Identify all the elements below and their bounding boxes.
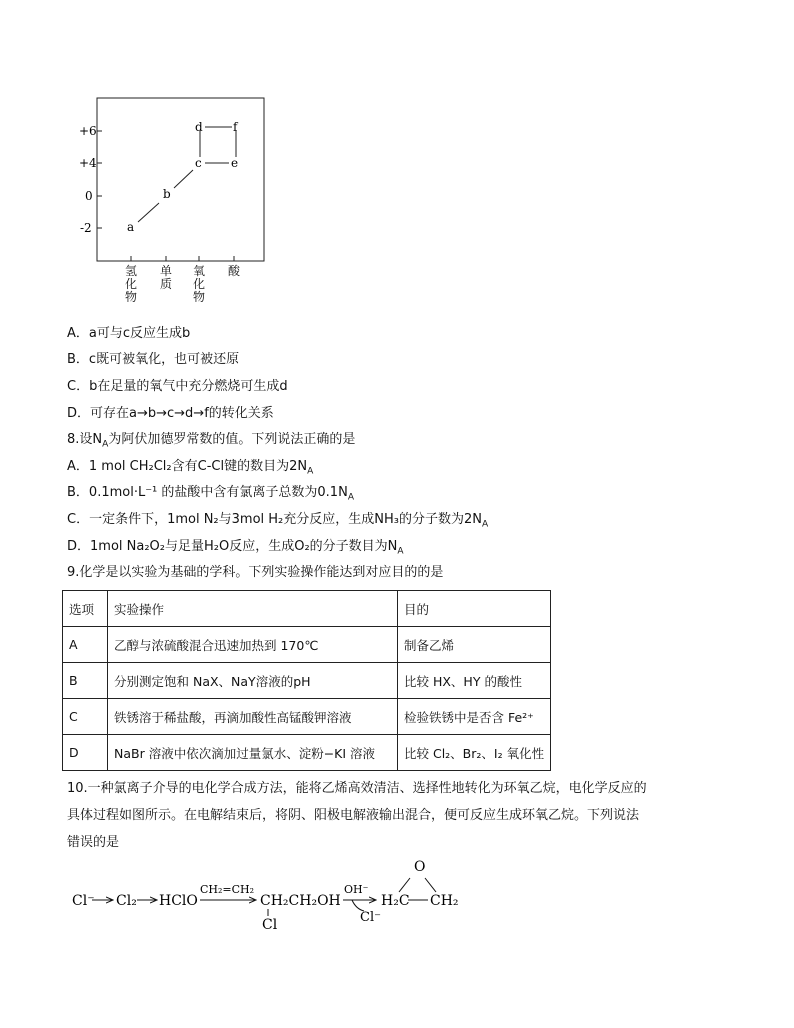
x-category-label: 单质 (159, 264, 172, 291)
y-tick-label: +4 (79, 156, 97, 170)
point-label: e (231, 156, 239, 170)
table-cell: B (63, 663, 108, 699)
table-cell: 分别测定饱和 NaX、NaY溶液的pH (108, 663, 398, 699)
table-cell: 比较 Cl₂、Br₂、I₂ 氧化性 (398, 735, 551, 771)
q9-table (62, 590, 551, 771)
x-category-label: 酸 (227, 264, 240, 278)
table-header-cell: 选项 (63, 591, 108, 627)
table-row (63, 627, 551, 663)
y-tick-label: -2 (80, 221, 92, 235)
q7-option-c: C．b在足量的氧气中充分燃烧可生成d (67, 379, 288, 394)
y-tick-label: +6 (79, 124, 97, 138)
hydroxide-label: OH⁻ (344, 883, 369, 896)
ethylene-label: CH₂=CH₂ (200, 883, 255, 896)
table-row (63, 591, 551, 627)
y-tick-label: 0 (85, 189, 93, 203)
epoxide-left-carbon: H₂C (381, 893, 410, 909)
q7-option-a: A．a可与c反应生成b (67, 326, 191, 341)
x-category-label: 氧化物 (192, 264, 205, 304)
table-cell: 乙醇与浓硫酸混合迅速加热到 170℃ (108, 627, 398, 663)
table-row (63, 699, 551, 735)
table-cell: D (63, 735, 108, 771)
point-label: d (195, 120, 203, 134)
table-cell: NaBr 溶液中依次滴加过量氯水、淀粉−KI 溶液 (108, 735, 398, 771)
reaction-scheme (0, 855, 794, 935)
hypochlorous-acid: HClO (159, 893, 198, 909)
q7-option-d: D．可存在a→b→c→d→f的转化关系 (67, 406, 274, 421)
chloro-substituent: Cl (262, 917, 278, 933)
chloride-ion: Cl⁻ (72, 893, 95, 909)
table-header-cell: 目的 (398, 591, 551, 627)
q8-option-b: B．0.1mol·L⁻¹ 的盐酸中含有氯离子总数为$0.1N_A$ (67, 485, 354, 503)
x-category-label: 氢化物 (124, 264, 137, 304)
point-label: f (233, 120, 238, 134)
chlorine: Cl₂ (116, 893, 137, 909)
q8-option-d: D．1mol Na₂O₂与足量H₂O反应，生成O₂的分子数目为$N_A$ (67, 539, 404, 557)
q10-stem-line-1: 10.一种氯离子介导的电化学合成方法，能将乙烯高效清洁、选择性地转化为环氧乙烷，电化学反应的 (67, 781, 647, 796)
epoxide-right-carbon: CH₂ (430, 893, 459, 909)
table-cell: 铁锈溶于稀盐酸，再滴加酸性高锰酸钾溶液 (108, 699, 398, 735)
point-label: a (127, 220, 135, 234)
point-label: b (163, 187, 171, 201)
point-label: c (195, 156, 202, 170)
table-row (63, 735, 551, 771)
q8-option-c: C．一定条件下，1mol N₂与3mol H₂充分反应，生成NH₃的分子数为$2N_A$ (67, 512, 489, 530)
q7-option-b: B．c既可被氧化，也可被还原 (67, 352, 240, 367)
table-cell: 检验铁锈中是否含 Fe²⁺ (398, 699, 551, 735)
epoxide-oxygen: O (414, 859, 426, 875)
q8-stem: 8.设$N_A$为阿伏加德罗常数的值。下列说法正确的是 (67, 432, 356, 450)
q10-stem-line-2: 具体过程如图所示。在电解结束后，将阴、阳极电解液输出混合，便可反应生成环氧乙烷。下列说法 (67, 808, 640, 823)
chloroethanol: CH₂CH₂OH (260, 893, 341, 909)
q8-option-a: A．1 mol CH₂Cl₂含有C-Cl键的数目为$2N_A$ (67, 459, 314, 477)
q9-stem: 9.化学是以实验为基础的学科。下列实验操作能达到对应目的的是 (67, 565, 444, 580)
q10-stem-line-3: 错误的是 (67, 835, 120, 850)
table-cell: 制备乙烯 (398, 627, 551, 663)
table-cell: A (63, 627, 108, 663)
table-cell: 比较 HX、HY 的酸性 (398, 663, 551, 699)
valence-diagram (0, 0, 794, 330)
chloride-out: Cl⁻ (360, 910, 381, 925)
table-cell: C (63, 699, 108, 735)
table-row (63, 663, 551, 699)
table-header-cell: 实验操作 (108, 591, 398, 627)
